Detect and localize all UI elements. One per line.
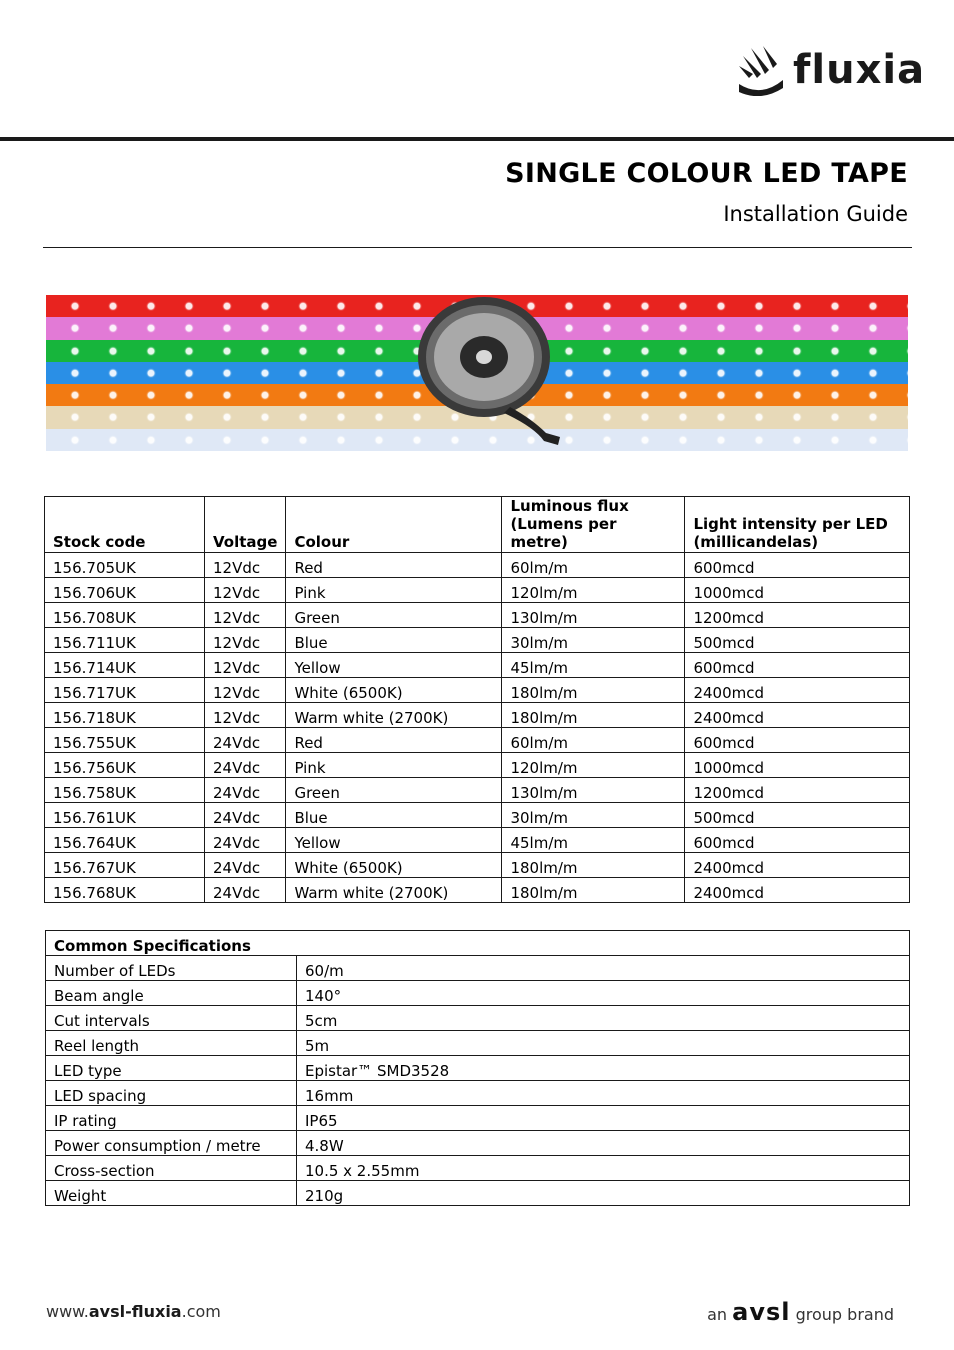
cell-colour: Warm white (2700K) — [286, 703, 502, 728]
page-subtitle: Installation Guide — [723, 202, 908, 226]
cell-light-intensity: 2400mcd — [685, 878, 910, 903]
cell-colour: White (6500K) — [286, 678, 502, 703]
avsl-logo: avsl — [732, 1298, 791, 1326]
cell-voltage: 24Vdc — [205, 828, 286, 853]
cell-light-intensity: 2400mcd — [685, 703, 910, 728]
product-table-body — [45, 553, 910, 903]
cell-colour: Warm white (2700K) — [286, 878, 502, 903]
spec-row — [46, 1106, 910, 1131]
table-row — [45, 678, 910, 703]
url-prefix: www. — [46, 1302, 89, 1321]
cell-luminous-flux: 120lm/m — [502, 753, 685, 778]
header-light-intensity-line1: Light intensity per LED — [693, 515, 888, 533]
table-row — [45, 828, 910, 853]
cell-luminous-flux: 120lm/m — [502, 578, 685, 603]
table-row — [45, 878, 910, 903]
spec-value: 60/m — [297, 956, 910, 981]
cell-colour: Green — [286, 778, 502, 803]
cell-voltage: 12Vdc — [205, 578, 286, 603]
tape-reel-image — [414, 295, 614, 451]
spec-label: IP rating — [46, 1106, 297, 1131]
cell-stock-code: 156.718UK — [45, 703, 205, 728]
spec-row — [46, 1156, 910, 1181]
cell-voltage: 24Vdc — [205, 753, 286, 778]
cell-colour: White (6500K) — [286, 853, 502, 878]
specs-title-row — [46, 931, 910, 956]
cell-colour: Pink — [286, 578, 502, 603]
brand-post: group brand — [795, 1305, 894, 1324]
spec-value: 16mm — [297, 1081, 910, 1106]
spec-value: 140° — [297, 981, 910, 1006]
cell-luminous-flux: 180lm/m — [502, 678, 685, 703]
cell-stock-code: 156.768UK — [45, 878, 205, 903]
cell-luminous-flux: 180lm/m — [502, 853, 685, 878]
spec-label: Cross-section — [46, 1156, 297, 1181]
title-divider — [43, 247, 912, 248]
spec-label: Weight — [46, 1181, 297, 1206]
cell-stock-code: 156.764UK — [45, 828, 205, 853]
cell-voltage: 12Vdc — [205, 603, 286, 628]
cell-luminous-flux: 60lm/m — [502, 553, 685, 578]
spec-label: Reel length — [46, 1031, 297, 1056]
cell-voltage: 12Vdc — [205, 628, 286, 653]
cell-colour: Yellow — [286, 653, 502, 678]
cell-stock-code: 156.705UK — [45, 553, 205, 578]
cell-luminous-flux: 45lm/m — [502, 653, 685, 678]
footer-group-brand — [707, 1298, 894, 1326]
table-row — [45, 853, 910, 878]
spec-label: Beam angle — [46, 981, 297, 1006]
spec-label: Cut intervals — [46, 1006, 297, 1031]
header-rule — [0, 137, 954, 141]
table-row — [45, 703, 910, 728]
cell-stock-code: 156.767UK — [45, 853, 205, 878]
table-row — [45, 603, 910, 628]
table-row — [45, 778, 910, 803]
header-stock-code: Stock code — [45, 497, 205, 553]
cell-colour: Red — [286, 553, 502, 578]
cell-light-intensity: 600mcd — [685, 828, 910, 853]
spec-row — [46, 1181, 910, 1206]
cell-colour: Blue — [286, 803, 502, 828]
spec-row — [46, 1131, 910, 1156]
cell-luminous-flux: 30lm/m — [502, 628, 685, 653]
header-light-intensity — [685, 497, 910, 553]
cell-stock-code: 156.755UK — [45, 728, 205, 753]
cell-light-intensity: 1000mcd — [685, 578, 910, 603]
header-luminous-flux-line1: Luminous flux — [510, 497, 629, 515]
cell-colour: Yellow — [286, 828, 502, 853]
table-row — [45, 553, 910, 578]
cell-colour: Red — [286, 728, 502, 753]
cell-stock-code: 156.711UK — [45, 628, 205, 653]
cell-voltage: 24Vdc — [205, 878, 286, 903]
table-row — [45, 578, 910, 603]
url-suffix: .com — [181, 1302, 221, 1321]
footer-website — [46, 1302, 221, 1321]
spec-value: 210g — [297, 1181, 910, 1206]
table-row — [45, 653, 910, 678]
brand-name: fluxia — [793, 47, 926, 93]
spec-value: 5m — [297, 1031, 910, 1056]
spec-label: LED type — [46, 1056, 297, 1081]
cell-colour: Green — [286, 603, 502, 628]
header-light-intensity-line2: (millicandelas) — [693, 533, 819, 551]
cell-voltage: 24Vdc — [205, 778, 286, 803]
cell-voltage: 12Vdc — [205, 703, 286, 728]
spec-row — [46, 981, 910, 1006]
cell-light-intensity: 2400mcd — [685, 678, 910, 703]
cell-light-intensity: 500mcd — [685, 803, 910, 828]
cell-colour: Blue — [286, 628, 502, 653]
cell-light-intensity: 1200mcd — [685, 778, 910, 803]
cell-light-intensity: 600mcd — [685, 653, 910, 678]
spec-row — [46, 1056, 910, 1081]
cell-light-intensity: 500mcd — [685, 628, 910, 653]
fluxia-logo — [735, 44, 926, 96]
cell-voltage: 12Vdc — [205, 653, 286, 678]
cell-light-intensity: 600mcd — [685, 728, 910, 753]
cell-stock-code: 156.708UK — [45, 603, 205, 628]
cell-voltage: 24Vdc — [205, 803, 286, 828]
spec-label: LED spacing — [46, 1081, 297, 1106]
cell-light-intensity: 1200mcd — [685, 603, 910, 628]
spec-row — [46, 956, 910, 981]
cell-luminous-flux: 130lm/m — [502, 778, 685, 803]
header-luminous-flux — [502, 497, 685, 553]
spec-value: Epistar™ SMD3528 — [297, 1056, 910, 1081]
cell-luminous-flux: 180lm/m — [502, 703, 685, 728]
url-brand: avsl-fluxia — [88, 1302, 182, 1321]
table-row — [45, 753, 910, 778]
spec-value: 4.8W — [297, 1131, 910, 1156]
spec-value: IP65 — [297, 1106, 910, 1131]
cell-light-intensity: 2400mcd — [685, 853, 910, 878]
specs-table-body — [46, 956, 910, 1206]
spec-label: Number of LEDs — [46, 956, 297, 981]
table-row — [45, 803, 910, 828]
cell-luminous-flux: 45lm/m — [502, 828, 685, 853]
cell-voltage: 12Vdc — [205, 553, 286, 578]
cell-light-intensity: 1000mcd — [685, 753, 910, 778]
cell-stock-code: 156.706UK — [45, 578, 205, 603]
table-row — [45, 628, 910, 653]
cell-colour: Pink — [286, 753, 502, 778]
cell-luminous-flux: 60lm/m — [502, 728, 685, 753]
cell-luminous-flux: 130lm/m — [502, 603, 685, 628]
cell-voltage: 24Vdc — [205, 728, 286, 753]
page-title: SINGLE COLOUR LED TAPE — [505, 158, 908, 189]
cell-luminous-flux: 180lm/m — [502, 878, 685, 903]
spec-value: 10.5 x 2.55mm — [297, 1156, 910, 1181]
led-tape-hero-image — [46, 295, 908, 451]
cell-voltage: 24Vdc — [205, 853, 286, 878]
cell-luminous-flux: 30lm/m — [502, 803, 685, 828]
header-luminous-flux-line2: (Lumens per metre) — [510, 515, 617, 551]
cell-stock-code: 156.756UK — [45, 753, 205, 778]
spec-label: Power consumption / metre — [46, 1131, 297, 1156]
spec-row — [46, 1006, 910, 1031]
common-specifications-table — [45, 930, 910, 1206]
cell-stock-code: 156.717UK — [45, 678, 205, 703]
cell-light-intensity: 600mcd — [685, 553, 910, 578]
product-table-header — [45, 497, 910, 553]
product-table — [44, 496, 910, 903]
cell-stock-code: 156.714UK — [45, 653, 205, 678]
header-voltage: Voltage — [205, 497, 286, 553]
spec-value: 5cm — [297, 1006, 910, 1031]
specs-title: Common Specifications — [46, 931, 910, 956]
header-colour: Colour — [286, 497, 502, 553]
brand-pre: an — [707, 1305, 728, 1324]
cell-stock-code: 156.761UK — [45, 803, 205, 828]
cell-stock-code: 156.758UK — [45, 778, 205, 803]
spec-row — [46, 1031, 910, 1056]
table-row — [45, 728, 910, 753]
fluxia-logo-icon — [735, 44, 787, 96]
cell-voltage: 12Vdc — [205, 678, 286, 703]
spec-row — [46, 1081, 910, 1106]
